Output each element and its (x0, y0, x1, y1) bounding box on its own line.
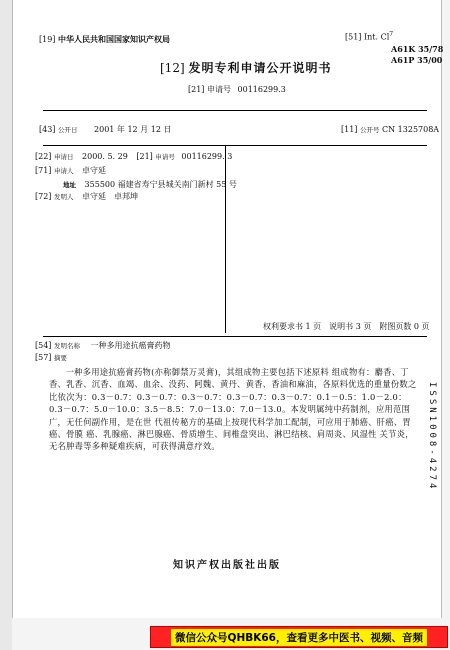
applicant-code: [71] (35, 166, 52, 175)
applicant-label: 申请人 (53, 167, 74, 175)
patent-page (12, 0, 442, 618)
filed-code: [22] (35, 152, 52, 161)
ipc-primary: A61K 35/78 (391, 44, 444, 54)
int-cl-sup: 7 (389, 31, 394, 38)
pub-no-code: [11] (341, 125, 358, 134)
app-no-code: [21] (188, 85, 205, 94)
inventor-code: [72] (35, 192, 52, 201)
doc-title: 发明专利申请公开说明书 (188, 61, 332, 75)
applicant-name: 卓守延 (82, 166, 107, 175)
inventors: 卓守延 卓邦坤 (82, 192, 139, 201)
invention-title: 一种多用途抗癌膏药物 (90, 341, 171, 350)
page-counts: 权利要求书 1 页 说明书 3 页 附图页数 0 页 (263, 322, 430, 331)
int-cl-code: [51] (345, 32, 362, 42)
int-cl-heading (345, 30, 393, 43)
filed-label: 申请日 (53, 153, 74, 161)
app-no-label: 申请号 (206, 85, 231, 94)
rule-abstract-top (43, 336, 427, 337)
filed-date: 2000. 5. 29 (82, 152, 128, 161)
publisher: 知识产权出版社出版 (173, 560, 281, 571)
abstract-text: 一种多用途抗癌膏药物(亦称御禁万灵膏)，其组成物主要包括下述原料 组成物有：麝香、丁香、乳香、沉香、血竭、血余、没药、阿魏、黄丹、黄香、香油和麻油，各原料优选的重量份数之比依次为：0.3－0.7：0.3－0.7：0.3－0.7：0.3－0.7：0.3－0.7：0.1－0.5：1.0－2.0：0.3－0.7：5.0－10.0：3.5－8.5：7.0－13.0：7.0－13.0。本发明属纯中药制剂，应用范围广，无任何副作用，是在世 代祖传秘方的基础上按现代科学加工配制，可应用于肺癌、肝癌、胃癌、骨膜 癌、乳腺癌、淋巴腺癌、骨质增生、间椎盘突出、淋巴结核、肩周炎、风湿性 关节炎，无名肿毒等多种疑难疾病，可获得满意疗效。 (49, 367, 417, 452)
pub-no-line (341, 125, 439, 135)
abstract-code: [57] (35, 353, 52, 362)
pub-date: 2001 年 12 月 12 日 (94, 125, 172, 134)
inventor-label: 发明人 (53, 193, 74, 201)
ipc-secondary: A61P 35/00 (391, 55, 443, 65)
abstract-heading (35, 353, 67, 363)
invention-title-line (35, 341, 171, 351)
address-line (63, 180, 237, 190)
filed-line (35, 152, 232, 162)
left-scroll-edge (0, 0, 12, 650)
pub-date-label: 公开日 (57, 126, 78, 134)
inventor-line (35, 192, 138, 202)
doc-title-line (160, 60, 331, 76)
address-label: 地址 (63, 181, 76, 189)
office-name: 中华人民共和国国家知识产权局 (57, 34, 170, 44)
rule-top (43, 110, 427, 111)
doc-code: [12] (160, 61, 185, 75)
banner-text: 微信公众号QHBK66，查看更多中医书、视频、音频 (171, 629, 427, 646)
rule-biblio-top (43, 145, 427, 146)
app-no: 00116299.3 (237, 85, 286, 94)
abstract-body (49, 366, 417, 453)
pub-date-line (39, 125, 171, 135)
int-cl-label: Int. Cl (363, 32, 390, 42)
title-code: [54] (35, 341, 52, 350)
abstract-label: 摘要 (53, 354, 67, 362)
app-number-line (188, 85, 286, 95)
filed-app-no: 00116299. 3 (181, 152, 233, 161)
applicant-line (35, 166, 106, 176)
office-heading (39, 34, 170, 45)
title-label: 发明名称 (53, 342, 80, 350)
pub-no: CN 1325708A (382, 125, 440, 134)
address: 355500 福建省寿宁县城关南门新村 55 号 (84, 180, 237, 189)
pub-no-label: 公开号 (359, 126, 380, 134)
office-code: [19] (39, 35, 56, 44)
filed-app-code: [21] (136, 152, 153, 161)
pub-date-code: [43] (39, 125, 56, 134)
divider-vertical (225, 145, 226, 333)
filed-app-label: 申请号 (155, 153, 175, 161)
wechat-banner (150, 626, 448, 648)
issn-number: ISSN1008-4274 (427, 382, 437, 492)
